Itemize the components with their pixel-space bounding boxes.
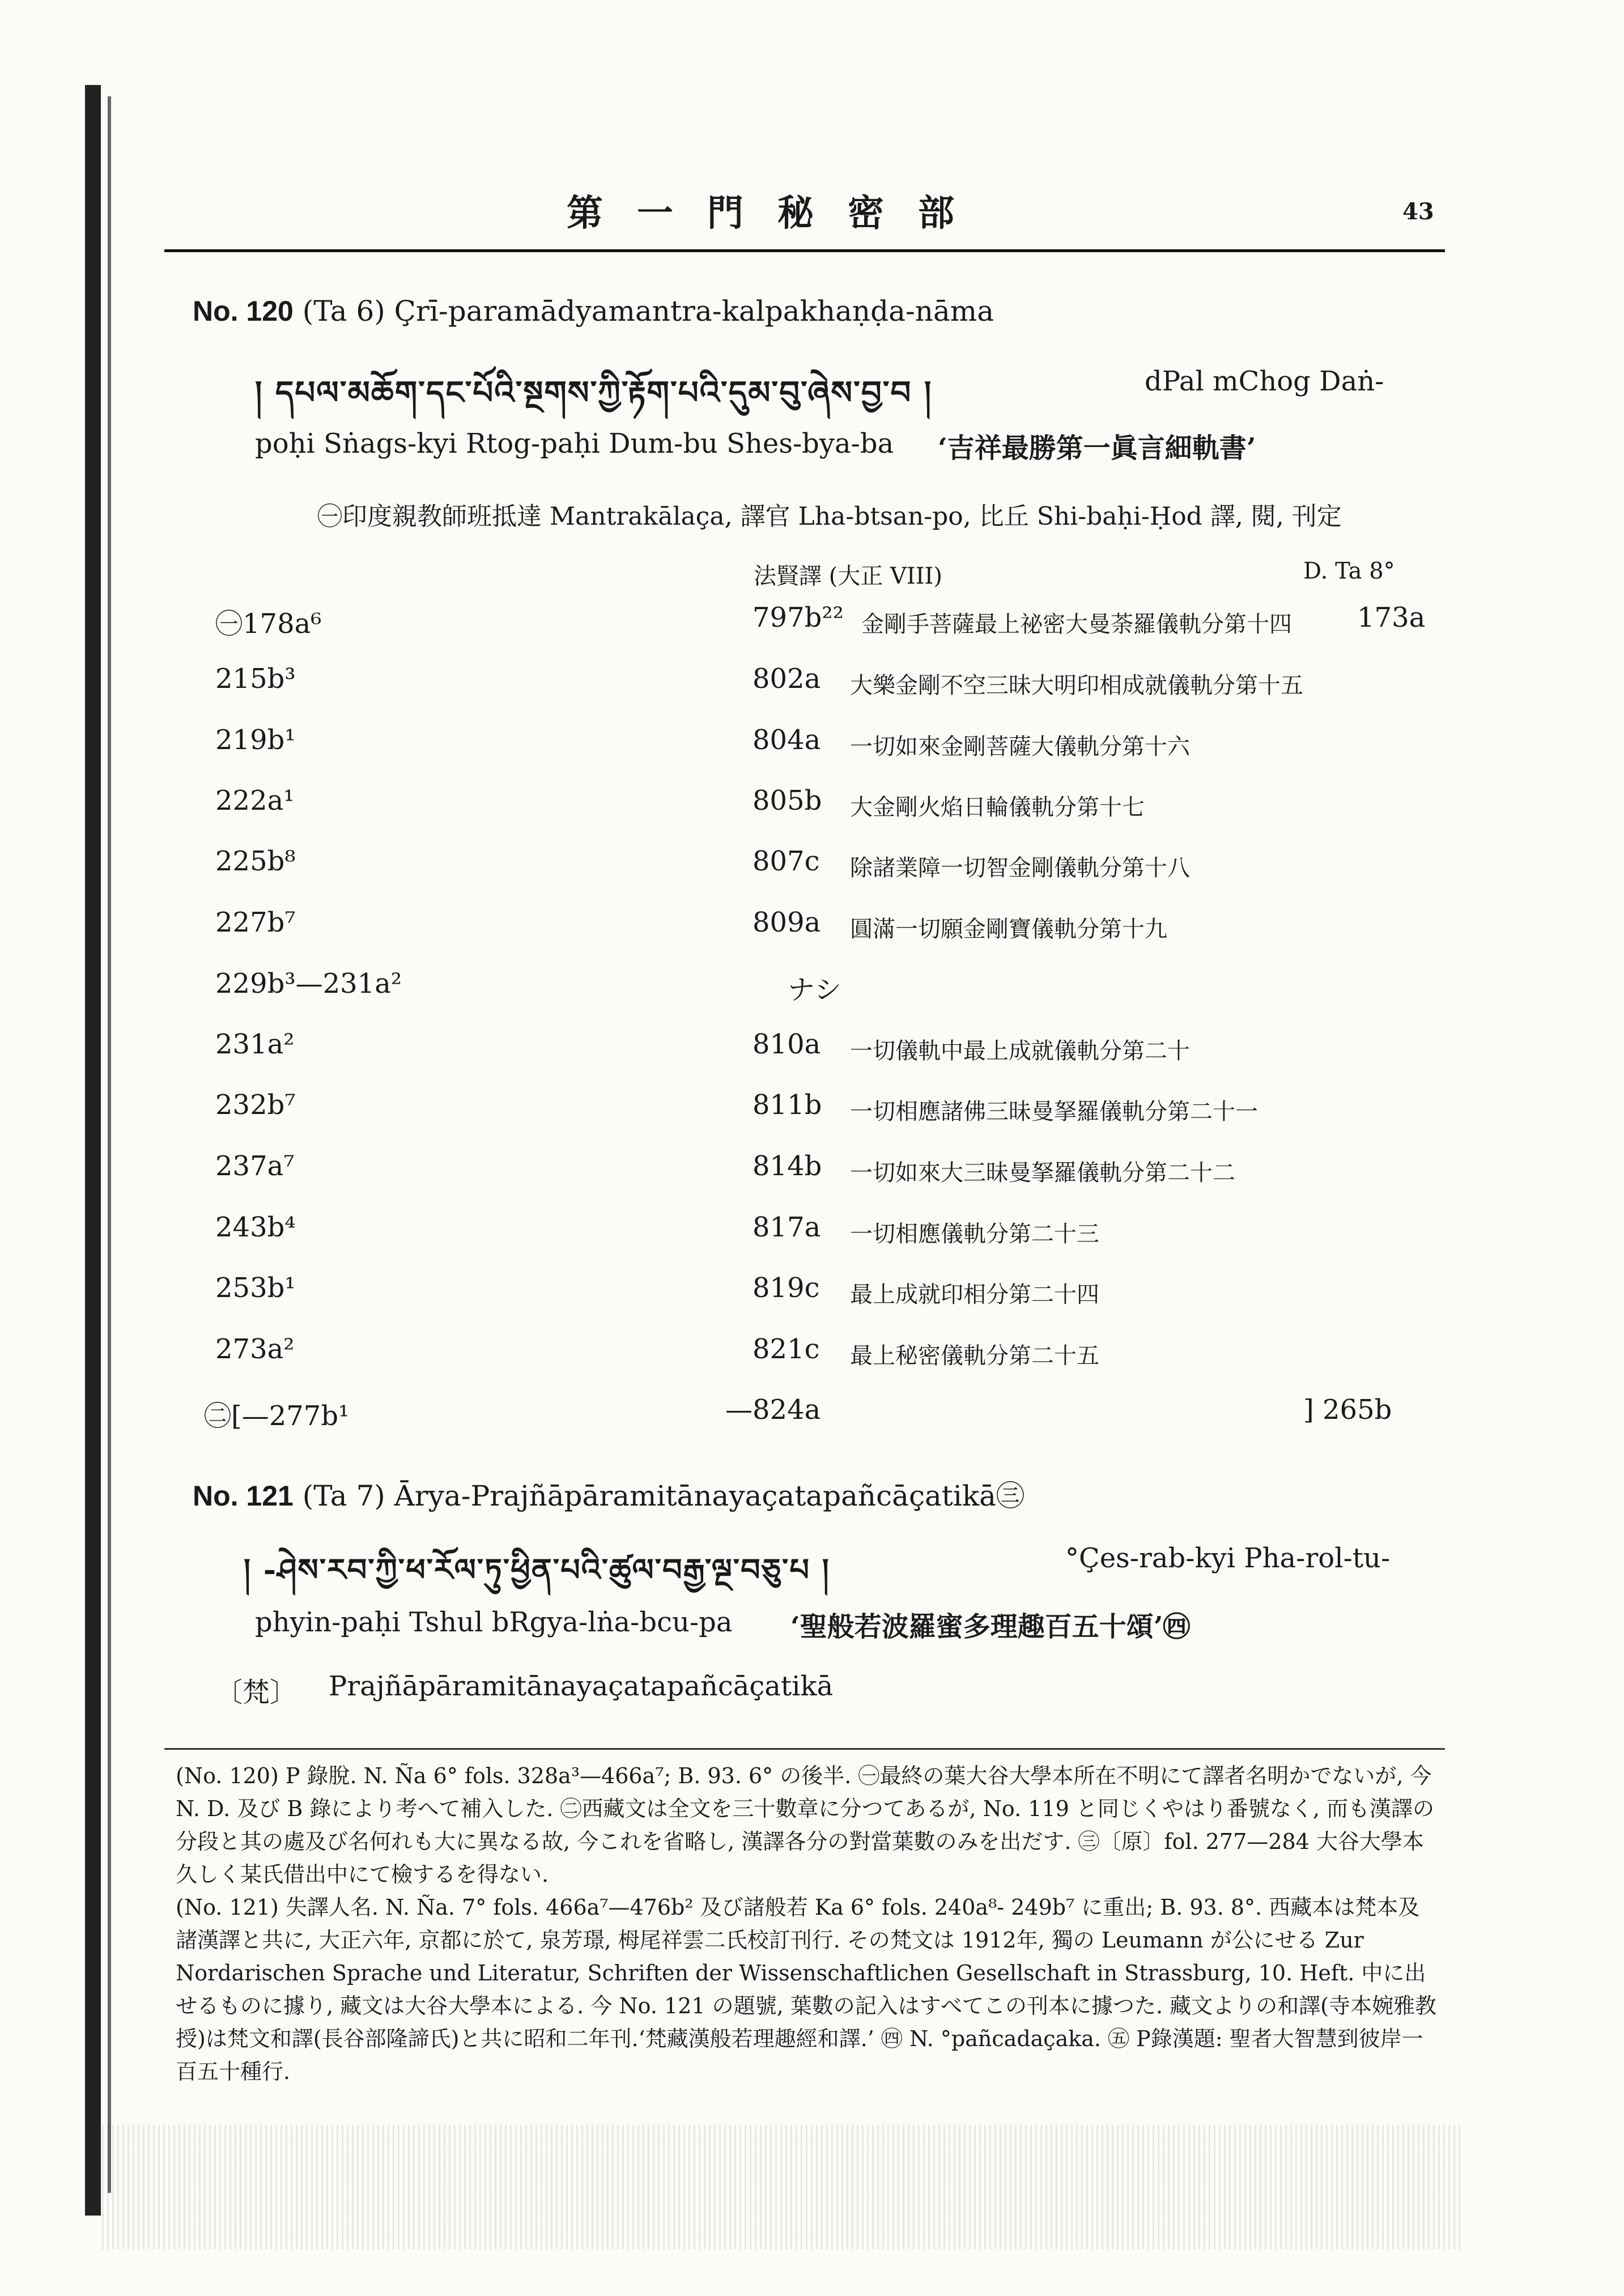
- folio-left: 227b⁷: [215, 907, 296, 938]
- entry-121-tibetan: ། -ཤེས་རབ་ཀྱི་ཕ་རོལ་ཏུ་ཕྱིན་པའི་ཚུལ་བརྒྱ་ལྔ་བཅུ་པ །: [244, 1551, 830, 1588]
- entry-121-chinese-title: ‘聖般若波羅蜜多理趣百五十頌’㊃: [790, 1611, 1191, 1643]
- footnotes: [176, 1759, 1439, 2088]
- scan-noise: [102, 2125, 1462, 2250]
- folio-taisho: 797b²²: [753, 602, 844, 633]
- folio-taisho: 804a: [753, 724, 821, 756]
- folio-taisho: 807c: [753, 845, 820, 877]
- folio-title: 一切如來大三昧曼拏羅儀軌分第二十二: [850, 1160, 1235, 1186]
- entry-121-translit-b: phyin-paḥi Tshul bRgya-lṅa-bcu-pa: [255, 1606, 733, 1638]
- folio-taisho: 802a: [753, 663, 821, 695]
- entry-120-sanskrit: Çrī-paramādyamantra-kalpakhaṇḍa-nāma: [394, 295, 994, 328]
- entry-120-translators: ㊀印度親教師班抵達 Mantrakālaça, 譯官 Lha-btsan-po, 比丘 Shi-baḥi-Ḥod 譯, 閱, 刊定: [317, 502, 1342, 531]
- folio-title: 大樂金剛不空三昧大明印相成就儀軌分第十五: [850, 673, 1303, 699]
- col-header-derge: D. Ta 8°: [1303, 558, 1395, 584]
- entry-120-translit-a: dPal mChog Daṅ-: [1145, 365, 1384, 397]
- folio-title: 最上秘密儀軌分第二十五: [850, 1343, 1099, 1369]
- folio-taisho: ナシ: [788, 974, 842, 1006]
- folio-left: 237a⁷: [215, 1150, 295, 1182]
- folio-left: 232b⁷: [215, 1089, 296, 1121]
- folio-title: 金剛手菩薩最上祕密大曼荼羅儀軌分第十四: [861, 611, 1292, 637]
- entry-120-code: (Ta 6): [302, 295, 385, 328]
- footnote-121: (No. 121) 失譯人名. N. Ña. 7° fols. 466a⁷—476b² 及び諸般若 Ka 6° fols. 240a⁸- 249b⁷ に重出; B. 93. 8°. 西藏本は梵本及諸漢譯と共に, 大正六年, 京都に於て, 泉芳璟, 栂尾祥雲二氏校訂刊行. その梵文は 1912年, 獨の Leumann が公にせる Zur Nordarischen Sprache und Literatur, Schriften der Wissenschaftlichen Gesellschaft in Strassburg, 10. Heft. 中に出せるものに據り, 藏文は大谷大學本による. 今 No. 121 の題號, 葉數の記入はすべてこの刊本に據つた. 藏文よりの和譯(寺本婉雅教授)は梵文和譯(長谷部隆諦氏)と共に昭和二年刊.‘梵藏漢般若理趣經和譯.’ ㊃ N. °pañcadaçaka. ㊄ P錄漢題: 聖者大智慧到彼岸一百五十種行.: [176, 1895, 1437, 2084]
- folio-taisho: 805b: [753, 785, 822, 817]
- folio-left: 219b¹: [215, 724, 296, 756]
- folio-left: 253b¹: [215, 1272, 296, 1304]
- folio-left: 225b⁸: [215, 845, 296, 877]
- folio-taisho: 814b: [753, 1150, 822, 1182]
- entry-120-tibetan: ། དཔལ་མཆོག་དང་པོའི་སྔགས་ཀྱི་རྟོག་པའི་དུམ་བུ་ཞེས་བྱ་བ །: [255, 374, 933, 411]
- folio-taisho: 821c: [753, 1333, 820, 1365]
- folio-title: 大金剛火焰日輪儀軌分第十七: [850, 794, 1145, 820]
- entry-121-heading: [193, 1473, 1024, 1514]
- folio-left: 215b³: [215, 663, 296, 695]
- folio-title: 圓滿一切願金剛寶儀軌分第十九: [850, 916, 1167, 942]
- folio-title: 除諸業障一切智金剛儀軌分第十八: [850, 855, 1190, 881]
- entry-121-number: No. 121: [193, 1480, 294, 1512]
- folio-left: 273a²: [215, 1333, 295, 1365]
- folio-left: ㊁[—277b¹: [204, 1400, 350, 1432]
- folio-left: 243b⁴: [215, 1211, 296, 1243]
- folio-taisho: 810a: [753, 1028, 821, 1060]
- folio-title: 一切儀軌中最上成就儀軌分第二十: [850, 1038, 1190, 1064]
- folio-title: 一切如來金剛菩薩大儀軌分第十六: [850, 734, 1190, 760]
- binding-spine: [85, 85, 101, 2216]
- folio-taisho: —824a: [725, 1394, 821, 1426]
- footnote-120: (No. 120) P 錄脫. N. Ña 6° fols. 328a³—466a⁷; B. 93. 6° の後半. ㊀最終の葉大谷大學本所在不明にて譯者名明かでないが, 今 N. D. 及び B 錄により考へて補入した. ㊁西藏文は全文を三十數章に分つてあるが, No. 119 と同じくやはり番號なく, 而も漢譯の分段と其の處及び名何れも大に異なる故, 今これを省略し, 漢譯各分の對當葉數のみを出だす. ㊂〔原〕fol. 277—284 大谷大學本久しく某氏借出中にて檢するを得ない.: [176, 1763, 1435, 1887]
- folio-taisho: 809a: [753, 907, 821, 938]
- folio-right: ] 265b: [1303, 1394, 1392, 1426]
- folio-left: ㊀178a⁶: [215, 608, 322, 640]
- entry-121-translit-a: °Çes-rab-kyi Pha-rol-tu-: [1065, 1542, 1391, 1574]
- entry-121-sanskrit: Ārya-Prajñāpāramitānayaçatapañcāçatikā㊂: [394, 1479, 1024, 1512]
- header-rule: [164, 249, 1445, 252]
- entry-120-chinese-title: ‘吉祥最勝第一眞言細軌書’: [938, 432, 1256, 464]
- folio-title: 一切相應儀軌分第二十三: [850, 1221, 1099, 1247]
- col-header-translator: 法賢譯 (大正 VIII): [754, 563, 942, 589]
- footnote-rule: [164, 1748, 1445, 1750]
- folio-title: 一切相應諸佛三昧曼拏羅儀軌分第二十一: [850, 1099, 1258, 1125]
- folio-taisho: 811b: [753, 1089, 822, 1121]
- entry-121-sanskrit-label: 〔梵〕: [215, 1677, 297, 1708]
- page-number: 43: [1402, 198, 1434, 225]
- folio-left: 229b³—231a²: [215, 968, 402, 1000]
- folio-taisho: 817a: [753, 1211, 821, 1243]
- folio-left: 231a²: [215, 1028, 295, 1060]
- entry-121-code: (Ta 7): [302, 1479, 385, 1512]
- page-title: 第一門秘密部: [567, 192, 988, 235]
- folio-taisho: 819c: [753, 1272, 820, 1304]
- folio-right: 173a: [1357, 602, 1426, 633]
- entry-121-sanskrit-value: Prajñāpāramitānayaçatapañcāçatikā: [329, 1670, 834, 1702]
- folio-title: 最上成就印相分第二十四: [850, 1282, 1099, 1308]
- entry-120-number: No. 120: [193, 295, 294, 327]
- folio-left: 222a¹: [215, 785, 295, 817]
- entry-120-heading: [193, 295, 994, 328]
- entry-120-translit-b: poḥi Sṅags-kyi Rtog-paḥi Dum-bu Shes-bya-ba: [255, 428, 894, 460]
- binding-shadow: [108, 96, 111, 2193]
